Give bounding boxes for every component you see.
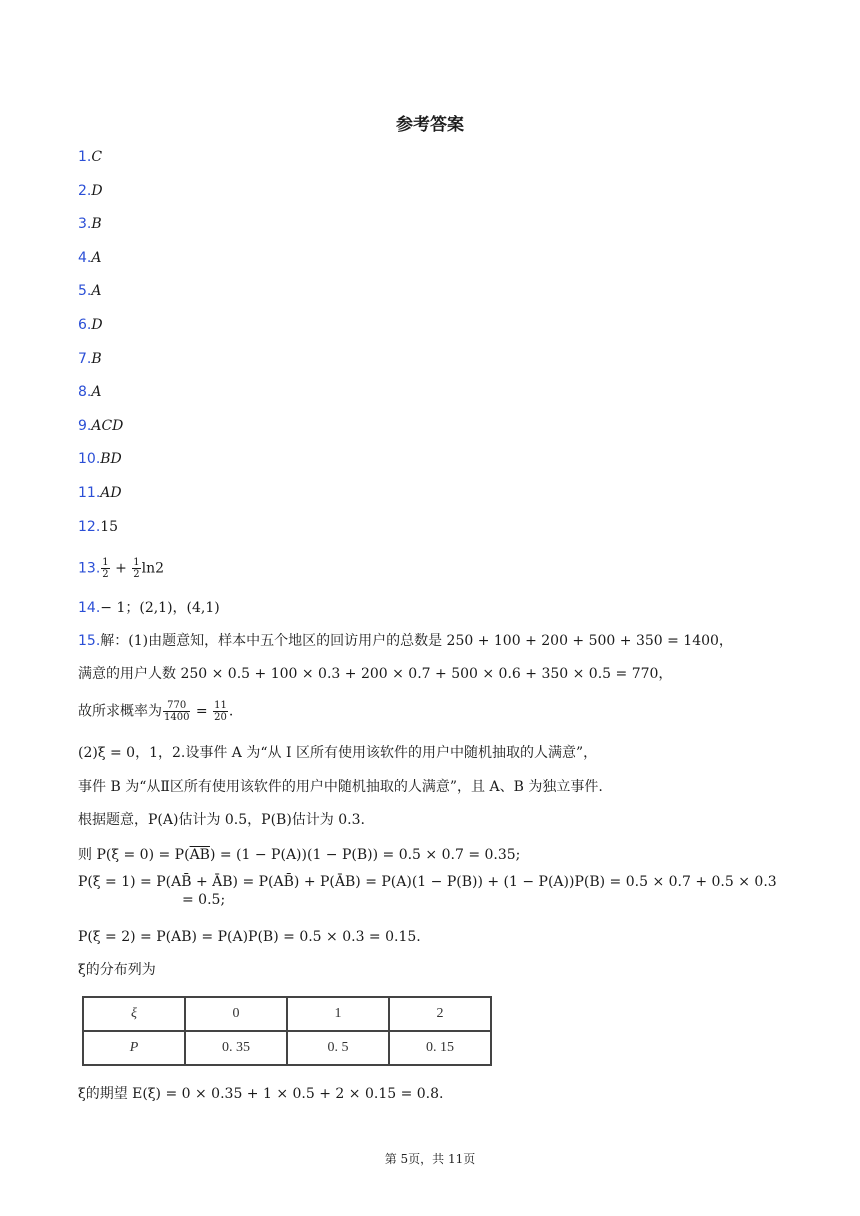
answer-number: 6. xyxy=(78,317,92,333)
answer-9 xyxy=(78,417,123,435)
answer-7 xyxy=(78,350,102,368)
answer-value: D xyxy=(91,183,103,199)
answer-number: 10. xyxy=(78,451,101,467)
solution-line-5: 事件 B 为“从Ⅱ区所有使用该软件的用户中随机抽取的人满意”，且 A、B 为独立事件. xyxy=(78,779,603,795)
answer-value: A xyxy=(91,384,102,400)
answer-value: AD xyxy=(100,485,122,501)
answer-value: 15 xyxy=(100,519,119,535)
fraction: $\frac{770}{1400}$ xyxy=(164,700,190,723)
solution-line-7: 则 $P(\xi = 0) = P(\overline{AB}) = (1 - P(A))(1 - P(B)) = 0.5 \times 0.7 = 0.35$; xyxy=(78,847,521,863)
answer-number: 12. xyxy=(78,519,101,535)
answer-14 xyxy=(78,599,220,617)
answer-number: 9. xyxy=(78,418,92,434)
answer-2 xyxy=(78,182,103,200)
answer-number: 7. xyxy=(78,351,92,367)
answer-value: ACD xyxy=(91,418,124,434)
answer-number: 15. xyxy=(78,633,101,649)
answer-4 xyxy=(78,249,101,267)
table-cell: 2 xyxy=(389,997,491,1031)
answer-value: D xyxy=(91,317,103,333)
solution-line-8: P(ξ = 1) = P(AB̄ + ĀB) = P(AB̄) + P(ĀB) = P(A)(1 − P(B)) + (1 − P(A))P(B) = 0.5 × 0.7 + 0.5 × 0.3 xyxy=(78,874,777,890)
answer-3 xyxy=(78,215,102,233)
solution-line-8b: = 0.5; xyxy=(182,892,226,908)
solution-line-1: 15.解：(1)由题意知，样本中五个地区的回访用户的总数是 250 + 100 + 200 + 500 + 350 = 1400， xyxy=(78,633,733,649)
solution-line-6: 根据题意，P(A)估计为 0.5，P(B)估计为 0.3. xyxy=(78,812,365,828)
answer-number: 2. xyxy=(78,183,92,199)
table-row xyxy=(83,1031,491,1065)
answer-value: BD xyxy=(100,451,122,467)
table-cell: 0. 15 xyxy=(389,1031,491,1065)
solution-line-9: P(ξ = 2) = P(AB) = P(A)P(B) = 0.5 × 0.3 = 0.15. xyxy=(78,929,421,945)
solution-line-3: 故所求概率为 $\frac{770}{1400}$ = $\frac{11}{20}$ . xyxy=(78,700,234,723)
answer-value: C xyxy=(91,149,103,165)
answer-number: 5. xyxy=(78,283,92,299)
answer-number: 4. xyxy=(78,250,92,266)
answer-number: 3. xyxy=(78,216,92,232)
solution-line-11: ξ的期望 E(ξ) = 0 × 0.35 + 1 × 0.5 + 2 × 0.15 = 0.8. xyxy=(78,1086,444,1102)
table-cell: 0. 5 xyxy=(287,1031,389,1065)
page-title: 参考答案 xyxy=(396,115,464,135)
answer-number: 1. xyxy=(78,149,92,165)
table-cell: 0 xyxy=(185,997,287,1031)
answer-number: 11. xyxy=(78,485,101,501)
answer-10 xyxy=(78,450,122,468)
answer-13: 13. $\frac{1}{2}$ + $\frac{1}{2}$ ln2 xyxy=(78,557,165,580)
answer-8 xyxy=(78,383,101,401)
table-cell: 0. 35 xyxy=(185,1031,287,1065)
table-cell: ξ xyxy=(83,997,185,1031)
solution-line-10: ξ的分布列为 xyxy=(78,962,156,978)
answer-value: A xyxy=(91,250,102,266)
answer-1 xyxy=(78,148,102,166)
table-cell: 1 xyxy=(287,997,389,1031)
distribution-table xyxy=(82,996,492,1066)
table-row xyxy=(83,997,491,1031)
answer-5 xyxy=(78,282,101,300)
answer-value: B xyxy=(91,216,102,232)
fraction: $\frac{1}{2}$ xyxy=(102,557,109,580)
answer-number: 8. xyxy=(78,384,92,400)
solution-line-4: (2)ξ = 0，1，2.设事件 A 为“从 I 区所有使用该软件的用户中随机抽取的人满意”， xyxy=(78,745,598,761)
answer-11 xyxy=(78,484,122,502)
answer-value: A xyxy=(91,283,102,299)
fraction: $\frac{1}{2}$ xyxy=(133,557,140,580)
solution-line-2: 满意的用户人数 250 × 0.5 + 100 × 0.3 + 200 × 0.7 + 500 × 0.6 + 350 × 0.5 = 770， xyxy=(78,666,673,682)
answer-number: 14. xyxy=(78,600,101,616)
answer-value: B xyxy=(91,351,102,367)
answer-12 xyxy=(78,518,118,536)
answer-text: − 1；(2,1)，(4,1) xyxy=(100,600,220,616)
answer-6 xyxy=(78,316,103,334)
page-footer: 第 5页，共 11页 xyxy=(384,1152,476,1166)
answer-number: 13. xyxy=(78,560,101,577)
fraction: $\frac{11}{20}$ xyxy=(214,700,227,723)
table-cell: P xyxy=(83,1031,185,1065)
